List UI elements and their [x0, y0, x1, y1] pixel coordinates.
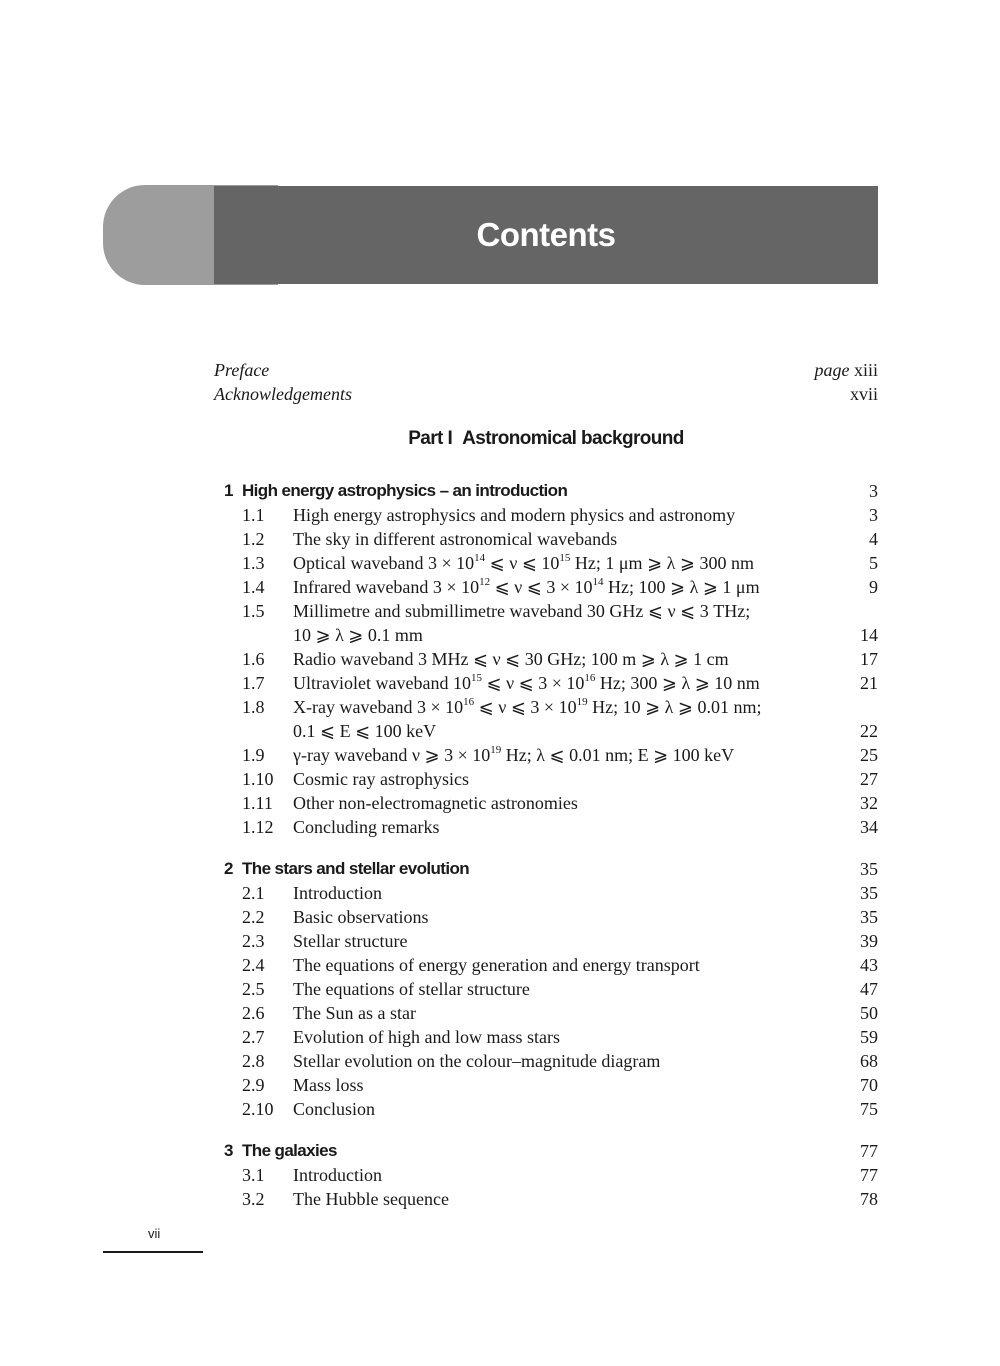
entry-page: 59: [860, 1027, 878, 1047]
section-number: 1.10: [242, 769, 274, 789]
section-entry[interactable]: [214, 1097, 878, 1121]
entry-page: 75: [860, 1099, 878, 1119]
section-number: 2.1: [242, 883, 265, 903]
chapter-number: 3: [224, 1141, 233, 1160]
section-entry[interactable]: [214, 1187, 878, 1211]
entry-title: Preface: [214, 360, 270, 380]
folio-rule: [103, 1251, 203, 1253]
section-entry[interactable]: [214, 743, 878, 767]
section-title: Infrared waveband $3 \times 10^{12}$ ⩽ ν ⩽ $3 \times 10^{14}$ Hz; 100 ⩾ λ ⩾ 1 μm: [293, 576, 760, 597]
section-number: 1.8: [242, 697, 265, 717]
section-entry[interactable]: [214, 1163, 878, 1187]
section-title-continuation: 10 ⩾ λ ⩾ 0.1 mm: [293, 625, 423, 645]
section-number: 1.1: [242, 505, 265, 525]
section-number: 2.6: [242, 1003, 265, 1023]
part-label: Part I: [408, 428, 453, 449]
chapter-entry[interactable]: [214, 857, 878, 881]
section-title: High energy astrophysics and modern physics and astronomy: [293, 505, 736, 525]
entry-page: 21: [860, 673, 878, 693]
chapter-title: The stars and stellar evolution: [242, 859, 470, 878]
entry-page: page xiii: [814, 360, 878, 380]
part-name: Astronomical background: [462, 428, 684, 449]
section-title: Other non-electromagnetic astronomies: [293, 793, 578, 813]
entry-page: 47: [860, 979, 878, 999]
entry-page: 39: [860, 931, 878, 951]
section-title-continuation: 0.1 ⩽ E ⩽ 100 keV: [293, 721, 437, 741]
entry-page: 70: [860, 1075, 878, 1095]
entry-page: 17: [860, 649, 878, 669]
section-entry[interactable]: [214, 791, 878, 815]
section-number: 2.2: [242, 907, 265, 927]
section-number: 1.3: [242, 553, 265, 573]
section-number: 2.8: [242, 1051, 265, 1071]
section-title: The sky in different astronomical wavebands: [293, 529, 618, 549]
section-entry[interactable]: [214, 815, 878, 839]
section-entry[interactable]: [214, 695, 878, 719]
chapter-title: High energy astrophysics – an introduction: [242, 481, 568, 500]
entry-page: 3: [869, 505, 878, 525]
section-number: 2.4: [242, 955, 265, 975]
section-entry-continuation[interactable]: [214, 719, 878, 743]
section-entry[interactable]: [214, 767, 878, 791]
page-title: Contents: [476, 216, 616, 253]
chapter-title: The galaxies: [242, 1141, 337, 1160]
section-title: The equations of stellar structure: [293, 979, 530, 999]
section-number: 1.5: [242, 601, 265, 621]
entry-page: 77: [860, 1141, 878, 1161]
section-number: 3.2: [242, 1189, 265, 1209]
section-entry-continuation[interactable]: [214, 623, 878, 647]
section-entry[interactable]: [214, 647, 878, 671]
entry-page: 35: [860, 907, 878, 927]
section-title: Introduction: [293, 1165, 382, 1185]
entry-page: 14: [860, 625, 878, 645]
chapter-number: 1: [224, 481, 233, 500]
section-number: 1.6: [242, 649, 265, 669]
section-entry[interactable]: [214, 551, 878, 575]
section-title: Stellar evolution on the colour–magnitude diagram: [293, 1051, 661, 1071]
chapter-entry[interactable]: [214, 479, 878, 503]
front-matter-entry[interactable]: [214, 384, 878, 405]
section-title: The equations of energy generation and energy transport: [293, 955, 700, 975]
entry-page: 35: [860, 859, 878, 879]
entry-page: 27: [860, 769, 878, 789]
section-entry[interactable]: [214, 1049, 878, 1073]
entry-title: Acknowledgements: [214, 384, 352, 404]
section-entry[interactable]: [214, 953, 878, 977]
entry-page: 34: [860, 817, 878, 837]
section-entry[interactable]: [214, 929, 878, 953]
entry-page: 22: [860, 721, 878, 741]
entry-page: 25: [860, 745, 878, 765]
section-title: Conclusion: [293, 1099, 376, 1119]
section-title: Concluding remarks: [293, 817, 440, 837]
section-number: 1.4: [242, 577, 265, 597]
section-entry[interactable]: [214, 527, 878, 551]
section-title: Mass loss: [293, 1075, 364, 1095]
section-title: The Hubble sequence: [293, 1189, 449, 1209]
section-number: 3.1: [242, 1165, 265, 1185]
section-number: 1.12: [242, 817, 274, 837]
section-title: Stellar structure: [293, 931, 408, 951]
chapter-number: 2: [224, 859, 233, 878]
section-number: 1.7: [242, 673, 265, 693]
entry-page: 35: [860, 883, 878, 903]
entry-page: 68: [860, 1051, 878, 1071]
section-number: 2.5: [242, 979, 265, 999]
section-title: γ-ray waveband ν ⩾ $3 \times 10^{19}$ Hz; λ ⩽ 0.01 nm; E ⩾ 100 keV: [293, 744, 735, 765]
section-title: Millimetre and submillimetre waveband 30 GHz ⩽ ν ⩽ 3 THz;: [293, 601, 751, 621]
section-title: Introduction: [293, 883, 382, 903]
section-entry[interactable]: [214, 881, 878, 905]
entry-page: 77: [860, 1165, 878, 1185]
entry-page: 78: [860, 1189, 878, 1209]
section-entry[interactable]: [214, 905, 878, 929]
section-entry[interactable]: [214, 1001, 878, 1025]
section-entry[interactable]: [214, 1073, 878, 1097]
chapter-entry[interactable]: [214, 1139, 878, 1163]
section-number: 2.7: [242, 1027, 265, 1047]
section-title: The Sun as a star: [293, 1003, 416, 1023]
section-title: Radio waveband 3 MHz ⩽ ν ⩽ 30 GHz; 100 m ⩾ λ ⩾ 1 cm: [293, 649, 729, 669]
part-heading: [214, 428, 878, 450]
section-number: 2.9: [242, 1075, 265, 1095]
front-matter-entry[interactable]: [214, 360, 878, 381]
entry-page: 43: [860, 955, 878, 975]
section-title: Cosmic ray astrophysics: [293, 769, 469, 789]
entry-page: 4: [869, 529, 878, 549]
section-title: Ultraviolet waveband $10^{15}$ ⩽ ν ⩽ $3 \times 10^{16}$ Hz; 300 ⩾ λ ⩾ 10 nm: [293, 672, 760, 693]
section-number: 2.10: [242, 1099, 274, 1119]
page-number: vii: [148, 1226, 161, 1241]
section-entry[interactable]: [214, 599, 878, 623]
section-entry[interactable]: [214, 575, 878, 599]
entry-page: 50: [860, 1003, 878, 1023]
section-title: X-ray waveband $3 \times 10^{16}$ ⩽ ν ⩽ $3 \times 10^{19}$ Hz; 10 ⩾ λ ⩾ 0.01 nm;: [293, 696, 762, 717]
section-entry[interactable]: [214, 977, 878, 1001]
section-entry[interactable]: [214, 503, 878, 527]
section-number: 2.3: [242, 931, 265, 951]
section-number: 1.2: [242, 529, 265, 549]
entry-page: 5: [869, 553, 878, 573]
section-title: Evolution of high and low mass stars: [293, 1027, 560, 1047]
section-title: Basic observations: [293, 907, 429, 927]
section-number: 1.9: [242, 745, 265, 765]
section-number: 1.11: [242, 793, 273, 813]
entry-page: 32: [860, 793, 878, 813]
entry-page: 9: [869, 577, 878, 597]
section-entry[interactable]: [214, 1025, 878, 1049]
section-entry[interactable]: [214, 671, 878, 695]
section-title: Optical waveband $3 \times 10^{14}$ ⩽ ν ⩽ $10^{15}$ Hz; 1 μm ⩾ λ ⩾ 300 nm: [293, 552, 754, 573]
entry-page: 3: [869, 481, 878, 501]
entry-page: xvii: [849, 384, 878, 404]
